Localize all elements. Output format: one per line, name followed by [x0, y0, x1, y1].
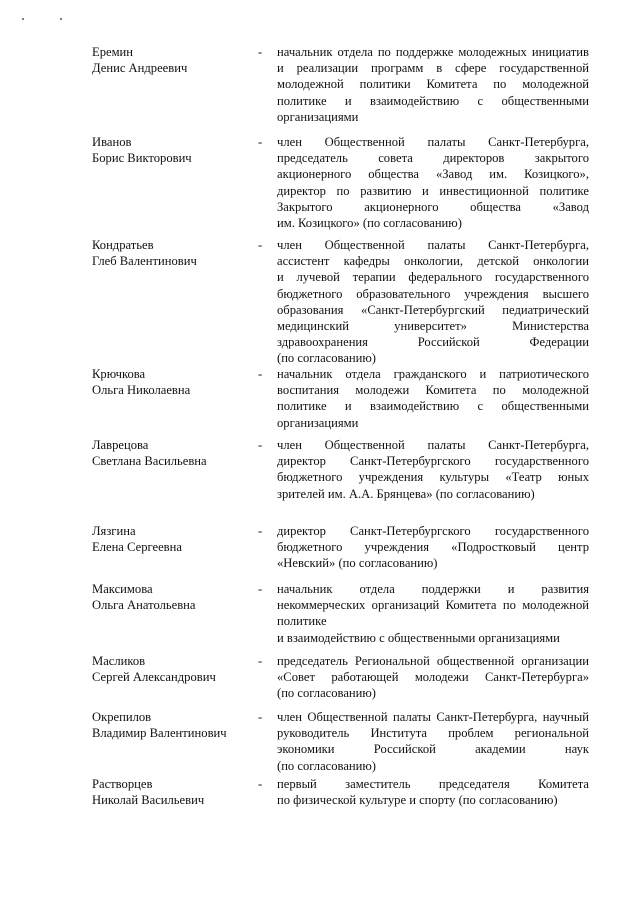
position-line: директор Санкт-Петербургского государственного [277, 524, 589, 538]
position-line: член Общественной палаты Санкт-Петербурга, [277, 135, 589, 149]
member-position [277, 366, 589, 431]
member-position [277, 437, 589, 502]
member-name [92, 523, 252, 555]
member-surname: Окрепилов [92, 710, 152, 724]
member-position [277, 44, 589, 125]
member-given-name: Ольга Анатольевна [92, 598, 196, 613]
scan-mark-right [60, 18, 62, 20]
member-position [277, 653, 589, 702]
position-line: ассистент кафедры онкологии, детской онкологии [277, 254, 589, 269]
member-position [277, 709, 589, 774]
dash-separator: - [258, 367, 263, 381]
member-surname: Максимова [92, 582, 153, 596]
member-position [277, 237, 589, 367]
position-line: медицинский университет» Министерства [277, 319, 589, 334]
position-line: политике [277, 614, 327, 629]
position-line: бюджетного образовательного учреждения высшего [277, 286, 589, 301]
member-position [277, 581, 589, 646]
member-name [92, 776, 252, 808]
position-line: член Общественной палаты Санкт-Петербурга, научный [277, 710, 589, 724]
position-line: зрителей им. А.А. Брянцева» (по согласованию) [277, 486, 535, 501]
position-line: (по согласованию) [277, 351, 377, 366]
member-surname: Кондратьев [92, 238, 154, 252]
position-line: и взаимодействию с общественными организациями [277, 630, 560, 645]
position-line: руководитель Института проблем региональной [277, 726, 589, 741]
position-line: им. Козицкого» (по согласованию) [277, 216, 462, 231]
position-line: акционерного общества «Завод им. Козицкого», [277, 167, 589, 182]
position-line: Закрытого акционерного общества «Завод [277, 199, 589, 214]
position-line: начальник отдела гражданского и патриотического [277, 367, 589, 381]
dash-separator: - [258, 238, 263, 252]
member-given-name: Борис Викторович [92, 151, 192, 166]
position-line: член Общественной палаты Санкт-Петербурга, [277, 238, 589, 252]
position-line: «Невский» (по согласованию) [277, 556, 438, 571]
member-given-name: Сергей Александрович [92, 670, 216, 685]
position-line: по физической культуре и спорту (по согласованию) [277, 793, 558, 808]
position-line: начальник отдела поддержки и развития [277, 582, 589, 596]
member-surname: Лязгина [92, 524, 136, 538]
member-name [92, 653, 252, 685]
member-given-name: Ольга Николаевна [92, 383, 191, 398]
dash-separator: - [258, 135, 263, 149]
position-line: (по согласованию) [277, 686, 377, 701]
dash-separator: - [258, 438, 263, 452]
position-line: здравоохранения Российской Федерации [277, 335, 589, 350]
member-name [92, 709, 252, 741]
position-line: начальник отдела по поддержке молодежных инициатив [277, 45, 589, 59]
scan-mark-left [22, 18, 24, 20]
member-surname: Растворцев [92, 777, 153, 791]
member-surname: Лаврецова [92, 438, 149, 452]
position-line: и реализации программ в сфере государственной [277, 61, 589, 76]
member-given-name: Глеб Валентинович [92, 254, 197, 269]
member-position [277, 134, 589, 231]
position-line: экономики Российской академии наук [277, 742, 589, 757]
member-name [92, 437, 252, 469]
position-line: и лучевой терапии федерального государственного [277, 270, 589, 285]
member-given-name: Владимир Валентинович [92, 726, 227, 741]
member-surname: Иванов [92, 135, 132, 149]
dash-separator: - [258, 710, 263, 724]
member-surname: Масликов [92, 654, 146, 668]
position-line: образования «Санкт-Петербургский педиатрический [277, 302, 589, 317]
member-position [277, 776, 589, 808]
position-line: организациями [277, 415, 359, 430]
position-line: председатель Региональной общественной организации [277, 654, 589, 668]
position-line: бюджетного учреждения культуры «Театр юных [277, 470, 589, 485]
member-surname: Крючкова [92, 367, 146, 381]
position-line: воспитания молодежи Комитета по молодежной [277, 383, 589, 398]
position-line: директор по развитию и инвестиционной политике [277, 183, 589, 198]
member-surname: Еремин [92, 45, 134, 59]
member-name [92, 134, 252, 166]
position-line: первый заместитель председателя Комитета [277, 777, 589, 791]
dash-separator: - [258, 777, 263, 791]
position-line: член Общественной палаты Санкт-Петербурга, [277, 438, 589, 452]
position-line: некоммерческих организаций Комитета по молодежной [277, 598, 589, 613]
member-name [92, 44, 252, 76]
member-name [92, 581, 252, 613]
position-line: директор Санкт-Петербургского государственного [277, 454, 589, 469]
dash-separator: - [258, 582, 263, 596]
position-line: бюджетного учреждения «Подростковый центр [277, 540, 589, 555]
position-line: организациями [277, 109, 359, 124]
dash-separator: - [258, 654, 263, 668]
position-line: политике и взаимодействию с общественными [277, 399, 589, 414]
member-given-name: Светлана Васильевна [92, 454, 207, 469]
dash-separator: - [258, 524, 263, 538]
member-position [277, 523, 589, 572]
dash-separator: - [258, 45, 263, 59]
position-line: «Совет работающей молодежи Санкт-Петербурга» [277, 670, 589, 685]
member-name [92, 237, 252, 269]
member-given-name: Елена Сергеевна [92, 540, 182, 555]
position-line: молодежной политики Комитета по молодежной [277, 77, 589, 92]
position-line: (по согласованию) [277, 758, 377, 773]
position-line: политике и взаимодействию с общественными [277, 93, 589, 108]
position-line: председатель совета директоров закрытого [277, 151, 589, 166]
member-name [92, 366, 252, 398]
member-given-name: Николай Васильевич [92, 793, 205, 808]
member-given-name: Денис Андреевич [92, 61, 188, 76]
